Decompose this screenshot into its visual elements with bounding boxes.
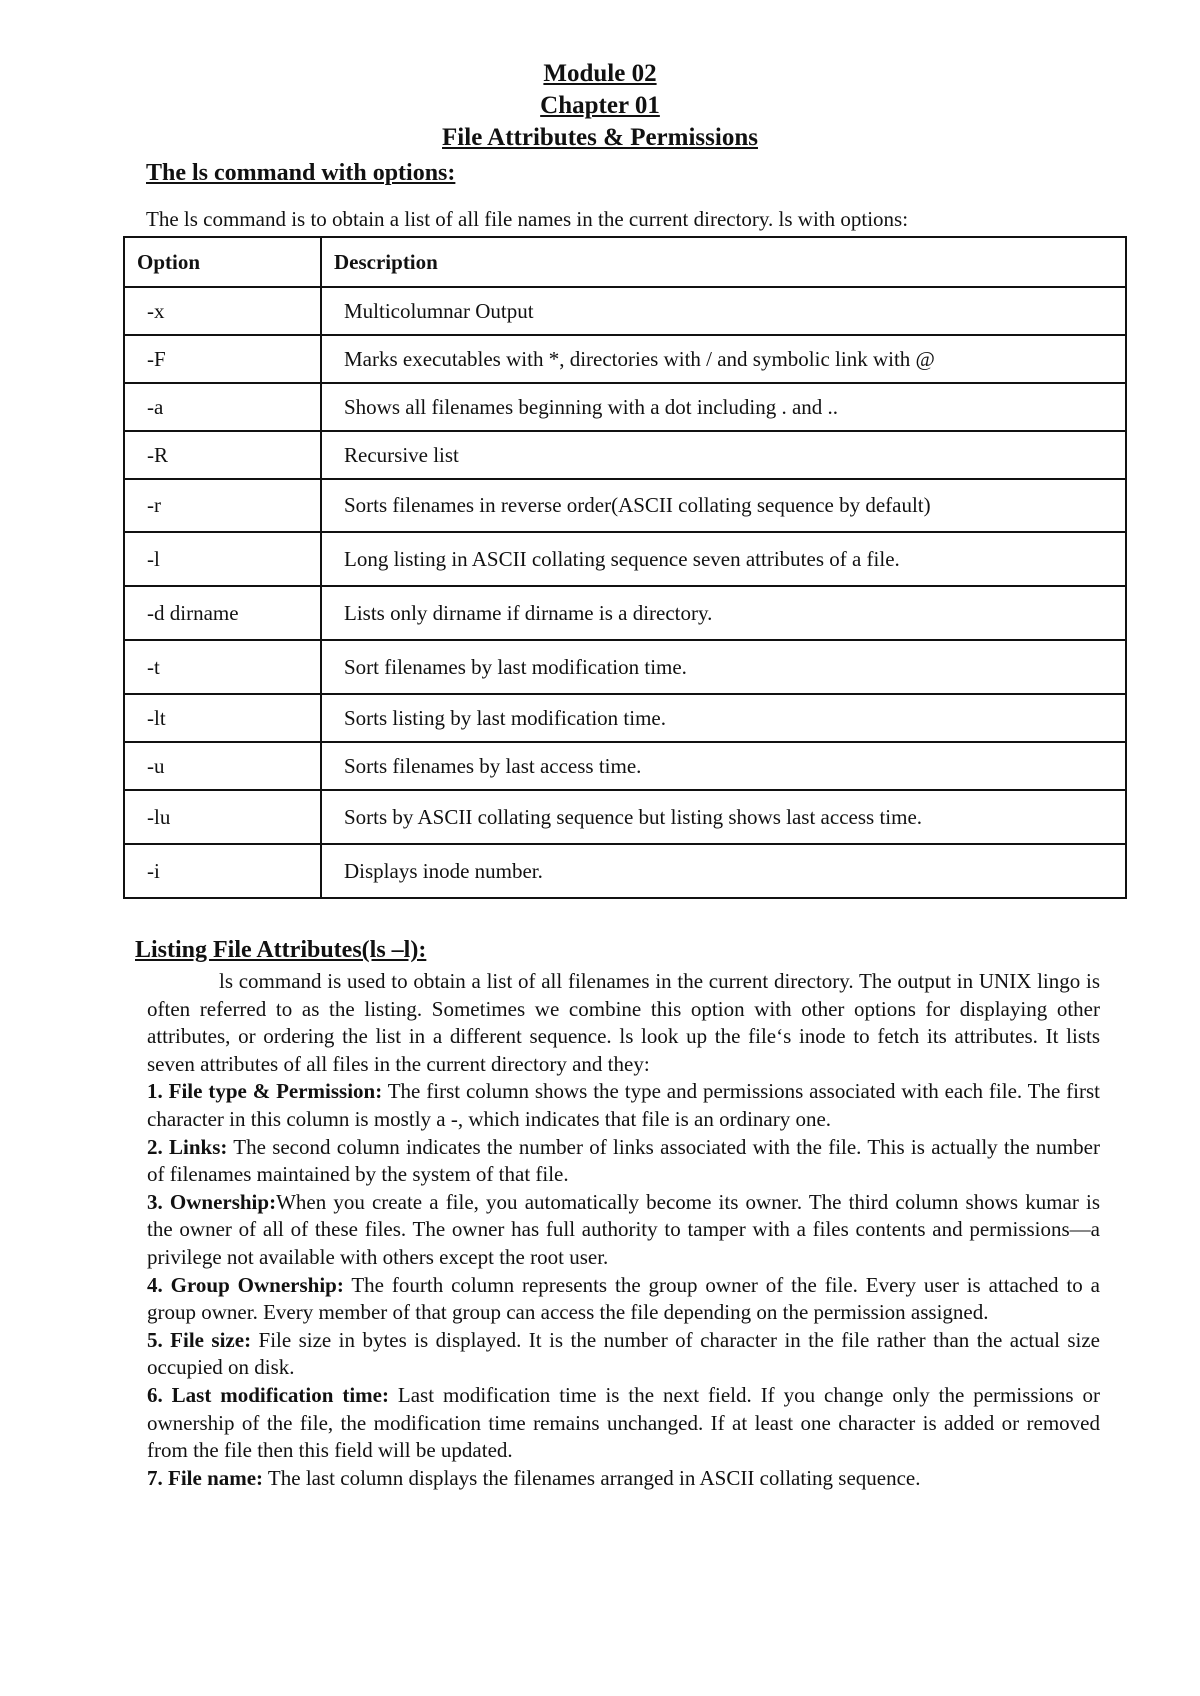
list-item-label: 7. File name: bbox=[147, 1465, 264, 1490]
list-item-text: The first column shows the type and permissions associated with each file. The first character in this column is mostly a -, which indicates that file is an ordinary one. bbox=[147, 1079, 1100, 1131]
list-item bbox=[147, 1189, 1100, 1272]
table-row bbox=[124, 694, 1126, 742]
list-item-label: 2. Links: bbox=[147, 1134, 228, 1159]
list-item-label: 5. File size: bbox=[147, 1327, 252, 1352]
description-cell: Sorts listing by last modification time. bbox=[321, 694, 1126, 742]
list-item-text: The last column displays the filenames arranged in ASCII collating sequence. bbox=[263, 1465, 921, 1490]
description-cell: Lists only dirname if dirname is a directory. bbox=[321, 586, 1126, 640]
table-row bbox=[124, 586, 1126, 640]
table-row bbox=[124, 479, 1126, 532]
description-cell: Displays inode number. bbox=[321, 844, 1126, 898]
table-row bbox=[124, 383, 1126, 431]
list-item bbox=[147, 1078, 1100, 1133]
list-item bbox=[147, 1272, 1100, 1327]
option-column-header: Option bbox=[124, 237, 321, 287]
ls-section-intro: The ls command is to obtain a list of all file names in the current directory. ls with options: bbox=[146, 207, 909, 231]
list-item-text: When you create a file, you automatically become its owner. The third column shows kumar is the owner of all of these files. The owner has full authority to tamper with a files contents and permissions—a privilege not available with others except the root user. bbox=[147, 1189, 1100, 1269]
table-row bbox=[124, 335, 1126, 383]
option-cell: -t bbox=[124, 640, 321, 694]
table-row bbox=[124, 532, 1126, 586]
table-row bbox=[124, 742, 1126, 790]
list-item-label: 6. Last modification time: bbox=[147, 1382, 389, 1407]
list-item-label: 4. Group Ownership: bbox=[147, 1272, 344, 1297]
ls-section-title: The ls command with options: bbox=[146, 160, 456, 186]
list-item-text: The fourth column represents the group owner of the file. Every user is attached to a group owner. Every member of that group can access the file depending on the permission assigned. bbox=[147, 1272, 1100, 1325]
ls-options-table bbox=[123, 236, 1127, 899]
title-heading: File Attributes & Permissions bbox=[442, 124, 758, 151]
list-item-text: File size in bytes is displayed. It is the number of character in the file rather than the actual size occupied on disk. bbox=[147, 1327, 1100, 1380]
list-item-label: 3. Ownership: bbox=[147, 1189, 277, 1214]
list-item-label: 1. File type & Permission: bbox=[147, 1079, 383, 1104]
description-cell: Sort filenames by last modification time. bbox=[321, 640, 1126, 694]
table-row bbox=[124, 844, 1126, 898]
option-cell: -a bbox=[124, 383, 321, 431]
description-cell: Marks executables with *, directories with / and symbolic link with @ bbox=[321, 335, 1126, 383]
list-item bbox=[147, 1465, 1100, 1493]
option-cell: -lt bbox=[124, 694, 321, 742]
description-cell: Long listing in ASCII collating sequence seven attributes of a file. bbox=[321, 532, 1126, 586]
description-cell: Multicolumnar Output bbox=[321, 287, 1126, 335]
option-cell: -R bbox=[124, 431, 321, 479]
document-headings bbox=[0, 58, 1200, 154]
module-heading: Module 02 bbox=[543, 60, 657, 87]
description-cell: Sorts by ASCII collating sequence but listing shows last access time. bbox=[321, 790, 1126, 844]
list-item bbox=[147, 1382, 1100, 1465]
description-column-header: Description bbox=[321, 237, 1126, 287]
list-item bbox=[147, 1134, 1100, 1189]
table-row bbox=[124, 431, 1126, 479]
listing-section-title: Listing File Attributes(ls –l): bbox=[135, 937, 427, 963]
listing-intro-paragraph: ls command is used to obtain a list of all filenames in the current directory. The output in UNIX lingo is often referred to as the listing. Sometimes we combine this option with other options for displaying other attributes, or ordering the list in a different sequence. ls look up the file‘s inode to fetch its attributes. It lists seven attributes of all files in the current directory and they: bbox=[147, 969, 1100, 1076]
option-cell: -d dirname bbox=[124, 586, 321, 640]
option-cell: -i bbox=[124, 844, 321, 898]
description-cell: Recursive list bbox=[321, 431, 1126, 479]
option-cell: -l bbox=[124, 532, 321, 586]
description-cell: Sorts filenames by last access time. bbox=[321, 742, 1126, 790]
option-cell: -F bbox=[124, 335, 321, 383]
list-item-text: Last modification time is the next field. If you change only the permissions or ownership of the file, the modification time remains unchanged. If at least one character is added or removed from the file then this field will be updated. bbox=[147, 1382, 1100, 1463]
description-cell: Shows all filenames beginning with a dot including . and .. bbox=[321, 383, 1126, 431]
table-header-row bbox=[124, 237, 1126, 287]
list-item bbox=[147, 1327, 1100, 1382]
option-cell: -u bbox=[124, 742, 321, 790]
table-row bbox=[124, 640, 1126, 694]
description-cell: Sorts filenames in reverse order(ASCII collating sequence by default) bbox=[321, 479, 1126, 532]
option-cell: -lu bbox=[124, 790, 321, 844]
table-row bbox=[124, 790, 1126, 844]
table-row bbox=[124, 287, 1126, 335]
option-cell: -r bbox=[124, 479, 321, 532]
option-cell: -x bbox=[124, 287, 321, 335]
chapter-heading: Chapter 01 bbox=[540, 92, 660, 119]
listing-section-body bbox=[147, 968, 1100, 1492]
list-item-text: The second column indicates the number of links associated with the file. This is actually the number of filenames maintained by the system of that file. bbox=[147, 1134, 1100, 1187]
